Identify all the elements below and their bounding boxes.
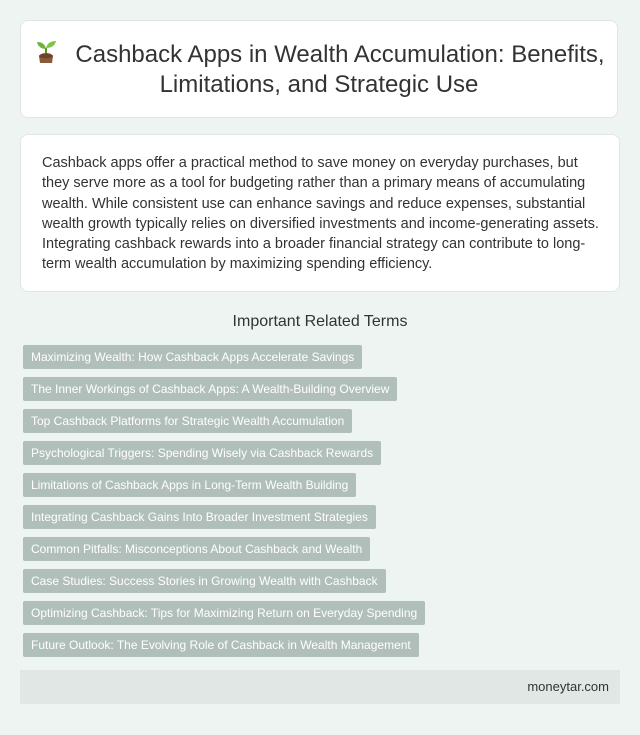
related-term-item (23, 377, 425, 409)
related-term-item (23, 473, 425, 505)
related-term-item (23, 409, 425, 441)
related-term-item (23, 601, 425, 633)
related-term-item (23, 345, 425, 377)
related-terms-heading: Important Related Terms (232, 313, 408, 330)
footer (20, 670, 620, 704)
intro-paragraph: Cashback apps offer a practical method to save money on everyday purchases, but they serve more as a tool for budgeting rather than a primary means of accumulating wealth. While consistent use can enhance savings and reduce expenses, substantial wealth growth typically relies on diversified investments and income-generating assets. Integrating cashback rewards into a broader financial strategy can contribute to long-term wealth accumulation by maximizing spending efficiency. (42, 155, 599, 273)
related-term-item (23, 537, 425, 569)
related-term-link[interactable]: Maximizing Wealth: How Cashback Apps Accelerate Savings (23, 345, 362, 369)
related-term-item (23, 441, 425, 473)
page-title-text: Cashback Apps in Wealth Accumulation: Benefits, Limitations, and Strategic Use (75, 41, 605, 98)
related-term-item (23, 569, 425, 601)
related-term-link[interactable]: Common Pitfalls: Misconceptions About Cashback and Wealth (23, 537, 370, 561)
site-name[interactable]: moneytar.com (527, 679, 609, 694)
intro-card (20, 134, 620, 292)
related-term-link[interactable]: Case Studies: Success Stories in Growing Wealth with Cashback (23, 569, 386, 593)
related-term-item (23, 505, 425, 537)
sprout-icon (33, 38, 59, 64)
related-term-link[interactable]: Future Outlook: The Evolving Role of Cashback in Wealth Management (23, 633, 419, 657)
related-term-link[interactable]: Optimizing Cashback: Tips for Maximizing Return on Everyday Spending (23, 601, 425, 625)
page-title (21, 38, 617, 100)
related-term-link[interactable]: Psychological Triggers: Spending Wisely via Cashback Rewards (23, 441, 381, 465)
related-term-link[interactable]: Integrating Cashback Gains Into Broader Investment Strategies (23, 505, 376, 529)
related-term-link[interactable]: The Inner Workings of Cashback Apps: A Wealth-Building Overview (23, 377, 397, 401)
related-term-link[interactable]: Limitations of Cashback Apps in Long-Term Wealth Building (23, 473, 356, 497)
title-card (20, 20, 618, 118)
related-term-link[interactable]: Top Cashback Platforms for Strategic Wealth Accumulation (23, 409, 352, 433)
related-term-item (23, 633, 425, 665)
related-terms-list (23, 345, 425, 665)
